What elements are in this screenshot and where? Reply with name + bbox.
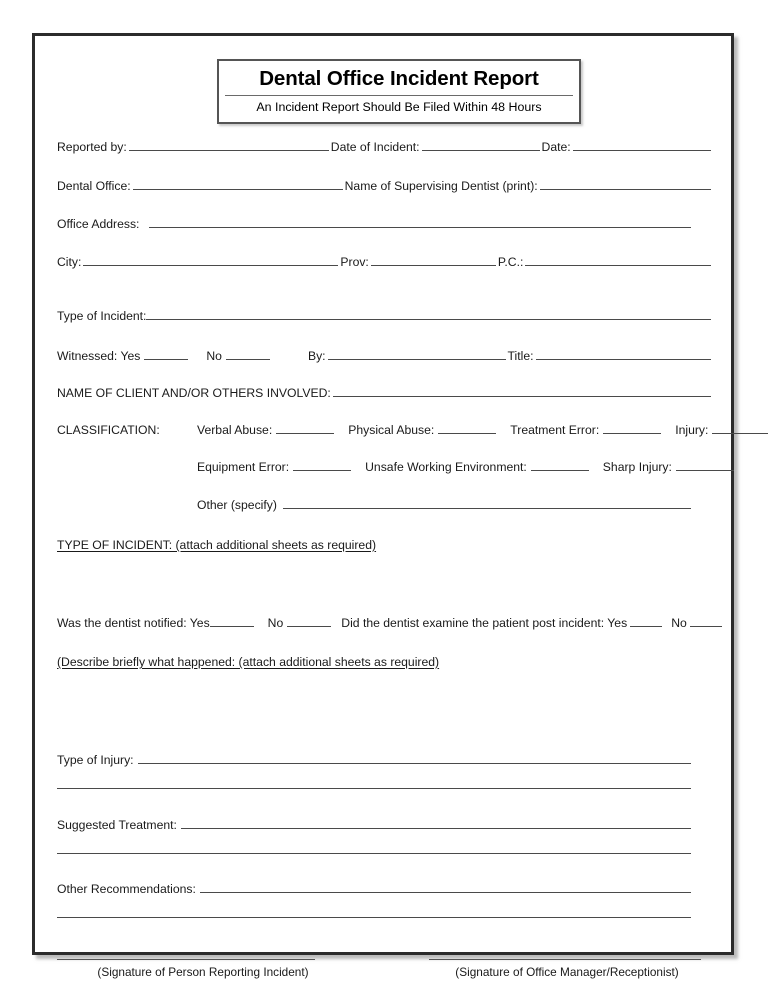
label-title: Title: xyxy=(507,349,534,364)
input-other-recommendations[interactable] xyxy=(200,882,691,893)
input-type-of-injury[interactable] xyxy=(138,753,691,764)
label-treatment-error: Treatment Error: xyxy=(510,422,600,437)
label-other-specify: Other (specify) xyxy=(197,497,277,512)
caption-signature-reporter: (Signature of Person Reporting Incident) xyxy=(97,965,309,980)
label-prov: Prov: xyxy=(340,255,369,270)
input-supervising-dentist[interactable] xyxy=(540,178,711,189)
row-other-recommendations-line2 xyxy=(57,916,691,918)
form-page xyxy=(32,33,734,980)
form-body xyxy=(57,140,713,979)
row-suggested-treatment xyxy=(57,817,713,831)
input-type-of-injury-line2[interactable] xyxy=(57,787,691,789)
label-witnessed-yes: Witnessed: Yes xyxy=(57,349,141,364)
label-reported-by: Reported by: xyxy=(57,140,127,155)
input-other-specify[interactable] xyxy=(283,497,691,508)
label-dentist-notified-no: No xyxy=(267,615,284,630)
input-prov[interactable] xyxy=(371,255,496,266)
label-type-of-injury: Type of Injury: xyxy=(57,753,134,768)
label-physical-abuse: Physical Abuse: xyxy=(348,422,435,437)
page-subtitle: An Incident Report Should Be Filed Within 48 Hours xyxy=(256,100,542,115)
row-type-of-incident xyxy=(57,308,713,322)
row-type-of-injury xyxy=(57,753,713,767)
title-box xyxy=(217,59,581,124)
label-office-address: Office Address: xyxy=(57,217,140,232)
signature-line-office-manager[interactable] xyxy=(429,958,701,960)
input-suggested-treatment[interactable] xyxy=(181,817,691,828)
input-city[interactable] xyxy=(83,255,338,266)
input-dentist-examine-no[interactable] xyxy=(690,616,722,627)
row-other-recommendations xyxy=(57,882,713,896)
label-suggested-treatment: Suggested Treatment: xyxy=(57,817,177,832)
signature-left xyxy=(57,958,349,979)
input-other-recommendations-line2[interactable] xyxy=(57,916,691,918)
label-type-of-incident: Type of Incident: xyxy=(57,308,147,323)
row-dentist-notified xyxy=(57,616,713,630)
row-classification-1 xyxy=(57,423,713,437)
label-date-of-incident: Date of Incident: xyxy=(330,140,420,155)
row-city xyxy=(57,255,713,269)
row-type-of-injury-line2 xyxy=(57,787,691,789)
input-reported-by[interactable] xyxy=(129,140,329,151)
input-dental-office[interactable] xyxy=(133,178,343,189)
label-city: City: xyxy=(57,255,82,270)
input-treatment-error[interactable] xyxy=(603,423,661,434)
page-inner xyxy=(35,36,731,980)
input-type-of-incident[interactable] xyxy=(146,308,711,319)
row-suggested-treatment-line2 xyxy=(57,852,691,854)
caption-signature-office-manager: (Signature of Office Manager/Receptionist) xyxy=(455,965,679,980)
row-witnessed xyxy=(57,349,713,363)
label-verbal-abuse: Verbal Abuse: xyxy=(197,422,273,437)
label-dentist-notified-yes: Was the dentist notified: Yes xyxy=(57,615,210,630)
row-describe-heading xyxy=(57,653,713,671)
title-divider xyxy=(225,95,573,96)
input-name-of-client[interactable] xyxy=(333,385,711,396)
label-sharp-injury: Sharp Injury: xyxy=(602,460,672,475)
input-witnessed-no[interactable] xyxy=(226,349,270,360)
input-office-address[interactable] xyxy=(149,217,691,228)
row-reported-by xyxy=(57,140,713,154)
input-date[interactable] xyxy=(573,140,711,151)
row-type-of-incident-heading xyxy=(57,536,713,554)
signature-right xyxy=(421,958,713,979)
label-equipment-error: Equipment Error: xyxy=(197,460,290,475)
label-dentist-examine-yes: Did the dentist examine the patient post incident: Yes xyxy=(341,615,628,630)
input-by[interactable] xyxy=(328,349,506,360)
heading-describe-briefly: (Describe briefly what happened: (attach additional sheets as required) xyxy=(57,654,440,669)
input-dentist-notified-yes[interactable] xyxy=(210,616,254,627)
input-unsafe-working-environment[interactable] xyxy=(531,460,589,471)
input-injury[interactable] xyxy=(712,423,768,434)
label-unsafe-working-environment: Unsafe Working Environment: xyxy=(365,460,527,475)
row-other-specify xyxy=(57,497,713,511)
label-classification: CLASSIFICATION: xyxy=(57,422,160,437)
label-dental-office: Dental Office: xyxy=(57,178,131,193)
heading-type-of-incident: TYPE OF INCIDENT: (attach additional sheets as required) xyxy=(57,537,377,552)
input-dentist-examine-yes[interactable] xyxy=(630,616,662,627)
input-title[interactable] xyxy=(536,349,711,360)
label-supervising-dentist: Name of Supervising Dentist (print): xyxy=(344,178,538,193)
label-other-recommendations: Other Recommendations: xyxy=(57,882,196,897)
input-postal-code[interactable] xyxy=(525,255,711,266)
input-witnessed-yes[interactable] xyxy=(144,349,188,360)
label-witnessed-no: No xyxy=(206,349,222,364)
row-name-of-client xyxy=(57,385,713,399)
row-dental-office xyxy=(57,178,713,192)
row-office-address xyxy=(57,217,713,231)
input-sharp-injury[interactable] xyxy=(676,460,734,471)
label-by: By: xyxy=(307,349,326,364)
label-name-of-client: NAME OF CLIENT AND/OR OTHERS INVOLVED: xyxy=(57,385,331,400)
input-physical-abuse[interactable] xyxy=(438,423,496,434)
input-verbal-abuse[interactable] xyxy=(276,423,334,434)
label-postal-code: P.C.: xyxy=(497,255,524,270)
input-suggested-treatment-line2[interactable] xyxy=(57,852,691,854)
input-equipment-error[interactable] xyxy=(293,460,351,471)
input-dentist-notified-no[interactable] xyxy=(287,616,331,627)
signature-block xyxy=(57,958,713,979)
page-title: Dental Office Incident Report xyxy=(259,67,539,90)
label-date: Date: xyxy=(541,140,571,155)
signature-line-reporter[interactable] xyxy=(57,958,315,960)
input-date-of-incident[interactable] xyxy=(422,140,540,151)
row-classification-2 xyxy=(57,460,713,474)
label-injury: Injury: xyxy=(675,422,709,437)
label-dentist-examine-no: No xyxy=(671,615,687,630)
